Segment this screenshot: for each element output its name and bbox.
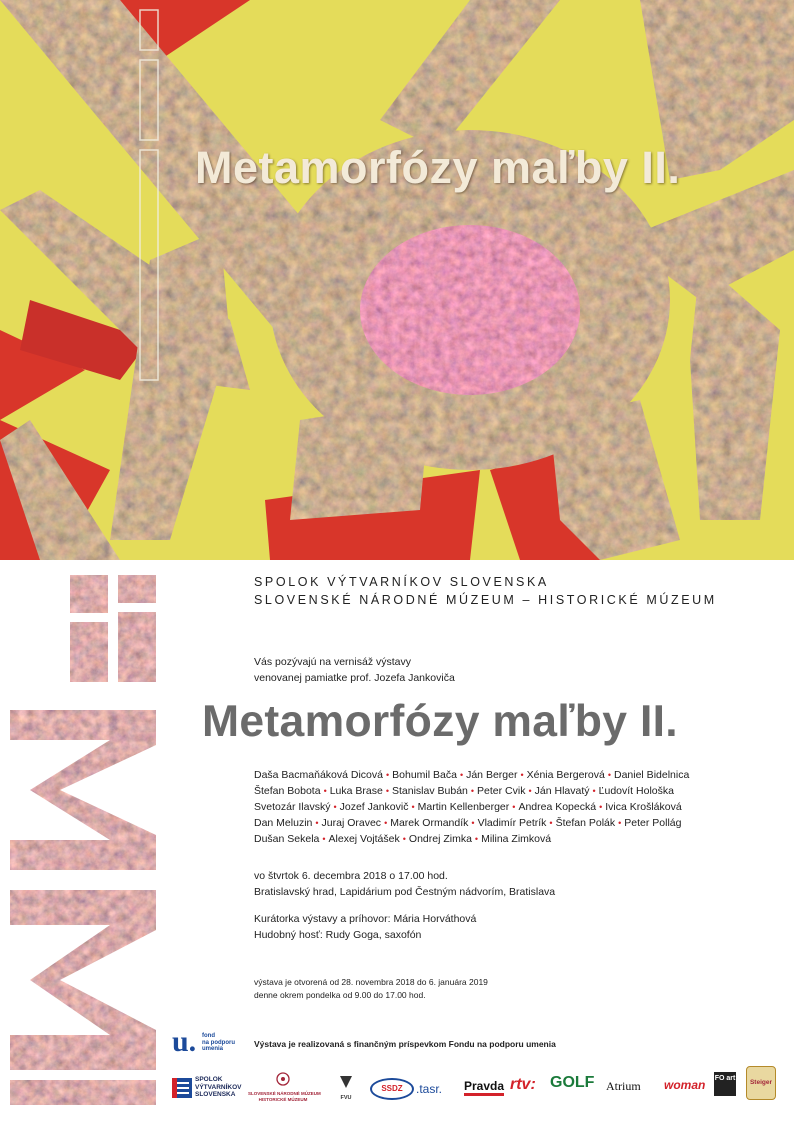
separator-dot-icon: •: [384, 818, 388, 828]
separator-dot-icon: •: [315, 818, 319, 828]
hero-title: Metamorfózy maľby II.: [195, 142, 681, 193]
separator-dot-icon: •: [385, 786, 389, 796]
svs-mark-icon: [172, 1078, 192, 1098]
fvu-logo: [338, 1074, 354, 1101]
atrium-logo: Atrium: [606, 1079, 641, 1093]
svs-line-3: SLOVENSKA: [195, 1091, 236, 1098]
separator-dot-icon: •: [322, 834, 326, 844]
separator-dot-icon: •: [549, 818, 553, 828]
fvu-mark-icon: [338, 1074, 354, 1090]
separator-dot-icon: •: [385, 770, 390, 780]
artist-name: Svetozár Ilavský: [254, 801, 331, 813]
organizer-2: SLOVENSKÉ NÁRODNÉ MÚZEUM – HISTORICKÉ MÚZEUM: [254, 593, 717, 607]
artist-name: Vladimír Petrík: [477, 817, 547, 829]
artist-row: [254, 815, 754, 831]
artist-name: Jozef Jankovič: [339, 801, 409, 813]
organizer-1: SPOLOK VÝTVARNÍKOV SLOVENSKA: [254, 575, 549, 589]
textured-letters-decoration: [0, 560, 160, 1105]
artist-list: [254, 767, 754, 847]
artist-name: Štefan Bobota: [254, 785, 321, 797]
artist-row: [254, 767, 754, 783]
event-date: vo štvrtok 6. decembra 2018 o 17.00 hod.: [254, 870, 448, 882]
invitation-line-1: Vás pozývajú na vernisáž výstavy: [254, 656, 411, 668]
artist-name: Andrea Kopecká: [518, 801, 597, 813]
artist-name: Martin Kellenberger: [417, 801, 510, 813]
artist-name: Dušan Sekela: [254, 833, 320, 845]
artist-name: Alexej Vojtášek: [328, 833, 400, 845]
separator-dot-icon: •: [474, 834, 479, 844]
separator-dot-icon: •: [459, 770, 464, 780]
artist-name: Dan Meluzin: [254, 817, 313, 829]
artist-name: Ján Berger: [466, 769, 518, 781]
fund-logo-letter: u.: [172, 1025, 197, 1058]
painting-artwork: [0, 0, 794, 560]
artist-row: [254, 831, 754, 847]
fund-logo-line-2: na podporu: [202, 1039, 235, 1046]
separator-dot-icon: •: [618, 818, 622, 828]
event-place: Bratislavský hrad, Lapidárium pod Čestným nádvorím, Bratislava: [254, 886, 556, 898]
snm-line-1: SLOVENSKÉ NÁRODNÉ MÚZEUM: [248, 1091, 321, 1096]
rtv-logo: rtv:: [510, 1076, 536, 1093]
sponsor-logos: [170, 1066, 782, 1106]
music-credit: Hudobný hosť: Rudy Goga, saxofón: [254, 929, 422, 941]
separator-dot-icon: •: [599, 802, 603, 812]
support-notice: Výstava je realizovaná s finančným príspevkom Fondu na podporu umenia: [254, 1039, 556, 1049]
artist-name: Milina Zimková: [481, 833, 552, 845]
separator-dot-icon: •: [512, 802, 516, 812]
hero-painting: [0, 0, 794, 560]
separator-dot-icon: •: [402, 834, 406, 844]
separator-dot-icon: •: [411, 802, 415, 812]
artist-name: Štefan Polák: [555, 817, 616, 829]
fund-logo-line-3: umenia: [202, 1046, 224, 1052]
opening-line-1: výstava je otvorená od 28. novembra 2018 do 6. januára 2019: [254, 977, 488, 987]
fvu-text: FVU: [340, 1095, 352, 1101]
fund-logo-text: [202, 1033, 235, 1053]
artist-name: Daša Bacmaňáková Dicová: [254, 769, 383, 781]
snm-logo: [248, 1072, 321, 1102]
artist-name: Ján Hlavatý: [534, 785, 590, 797]
event-details: [254, 868, 555, 900]
tasr-logo: .tasr.: [416, 1082, 443, 1096]
artist-name: Daniel Bidelnica: [614, 769, 690, 781]
separator-dot-icon: •: [323, 786, 327, 796]
artist-name: Peter Pollág: [624, 817, 682, 829]
opening-hours: [254, 976, 488, 1002]
artist-row: [254, 783, 754, 799]
ssdz-logo: SSDZ: [370, 1078, 414, 1100]
artist-name: Ľudovít Hološka: [598, 785, 674, 797]
opening-line-2: denne okrem pondelka od 9.00 do 17.00 hod.: [254, 990, 426, 1000]
artist-name: Peter Cvik: [477, 785, 526, 797]
fund-logo: [172, 1025, 236, 1059]
artist-name: Juraj Oravec: [321, 817, 382, 829]
credits: [254, 911, 476, 943]
steiger-logo: Steiger: [746, 1066, 776, 1100]
separator-dot-icon: •: [592, 786, 596, 796]
separator-dot-icon: •: [607, 770, 611, 780]
artist-name: Ondrej Zimka: [408, 833, 472, 845]
artist-name: Bohumil Bača: [392, 769, 457, 781]
foart-logo: FO art: [714, 1072, 736, 1096]
artist-name: Luka Brase: [329, 785, 383, 797]
artist-name: Xénia Bergerová: [526, 769, 605, 781]
pravda-logo: Pravda: [464, 1080, 504, 1096]
golf-logo: GOLF: [550, 1074, 595, 1091]
svs-line-1: SPOLOK: [195, 1076, 223, 1083]
invitation-line-2: venovanej pamiatke prof. Jozefa Jankoviča: [254, 672, 455, 684]
separator-dot-icon: •: [520, 770, 524, 780]
separator-dot-icon: •: [333, 802, 337, 812]
exhibition-title: Metamorfózy maľby II.: [202, 697, 678, 746]
invitation-text: [254, 654, 455, 686]
artist-name: Marek Ormandík: [390, 817, 469, 829]
fund-logo-line-1: fond: [202, 1033, 215, 1039]
artist-row: [254, 799, 754, 815]
snm-flower-icon: [276, 1072, 290, 1086]
woman-logo: woman: [664, 1078, 706, 1092]
separator-dot-icon: •: [471, 818, 475, 828]
svs-line-2: VÝTVARNÍKOV: [195, 1083, 242, 1091]
separator-dot-icon: •: [470, 786, 475, 796]
curator-credit: Kurátorka výstavy a príhovor: Mária Horváthová: [254, 913, 477, 925]
artist-name: Ivica Krošláková: [605, 801, 682, 813]
separator-dot-icon: •: [528, 786, 532, 796]
snm-line-2: HISTORICKÉ MÚZEUM: [258, 1096, 308, 1102]
artist-name: Stanislav Bubán: [392, 785, 468, 797]
